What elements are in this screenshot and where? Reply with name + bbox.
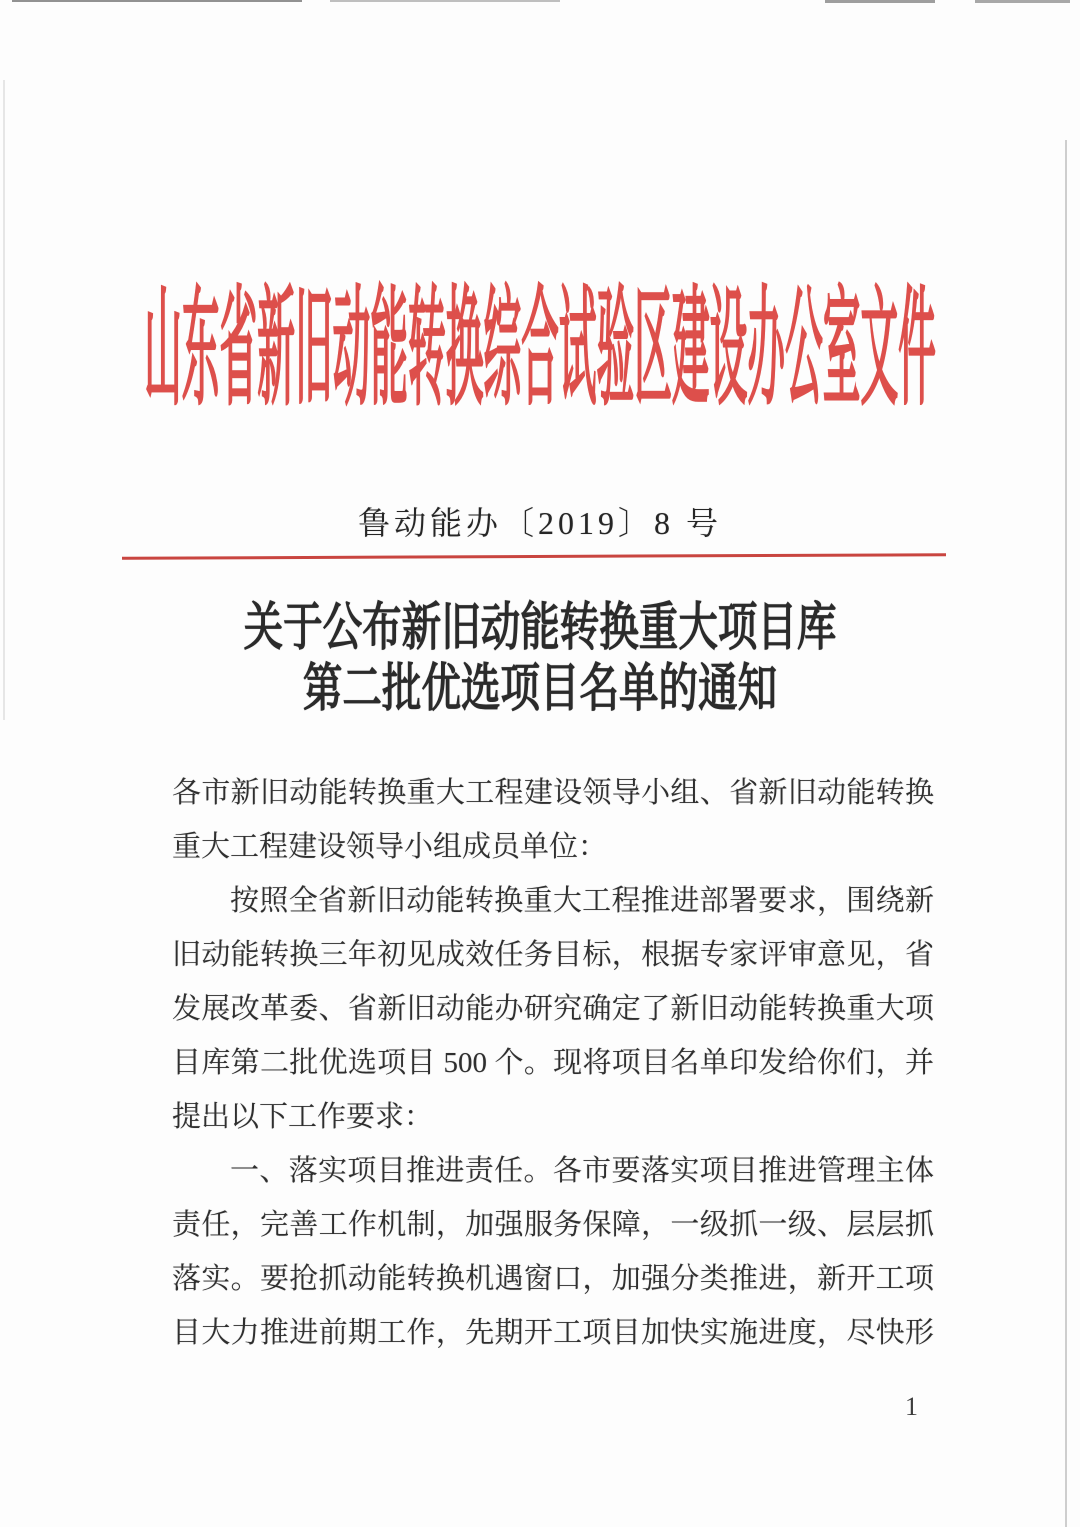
body-line: 提出以下工作要求： [172,1101,434,1133]
page-number: 1 [905,1392,918,1421]
agency-letterhead-text: 山东省新旧动能转换综合试验区建设办公室文件 [144,278,936,422]
document-number: 鲁动能办〔2019〕8 号 [357,505,722,541]
body-line: 目库第二批优选项目 500 个。现将项目名单印发给你们，并 [172,1047,934,1079]
body-line: 一、落实项目推进责任。各市要落实项目推进管理主体 [230,1155,934,1187]
body-line: 落实。要抢抓动能转换机遇窗口，加强分类推进，新开工项 [172,1263,934,1295]
agency-letterhead [0,278,1080,422]
scan-artifact-top-edge [12,0,302,2]
document-title-line1: 关于公布新旧动能转换重大项目库 [243,600,837,657]
scan-artifact-top-edge [330,0,560,2]
body-line: 责任，完善工作机制，加强服务保障，一级抓一级、层层抓 [172,1209,934,1241]
body-line: 按照全省新旧动能转换重大工程推进部署要求，围绕新 [230,885,934,917]
scan-artifact-top-edge [825,0,935,3]
document-title [0,598,1080,720]
document-body [172,766,934,1360]
red-separator-rule [122,553,946,560]
document-title-line2: 第二批优选项目名单的通知 [302,661,778,718]
body-line: 重大工程建设领导小组成员单位： [172,831,608,863]
body-line: 各市新旧动能转换重大工程建设领导小组、省新旧动能转换 [172,777,934,809]
body-line: 旧动能转换三年初见成效任务目标，根据专家评审意见，省 [172,939,934,971]
body-line: 发展改革委、省新旧动能办研究确定了新旧动能转换重大项 [172,993,934,1025]
body-line: 目大力推进前期工作，先期开工项目加快实施进度，尽快形 [172,1317,934,1349]
scan-artifact-top-edge [975,0,1070,3]
